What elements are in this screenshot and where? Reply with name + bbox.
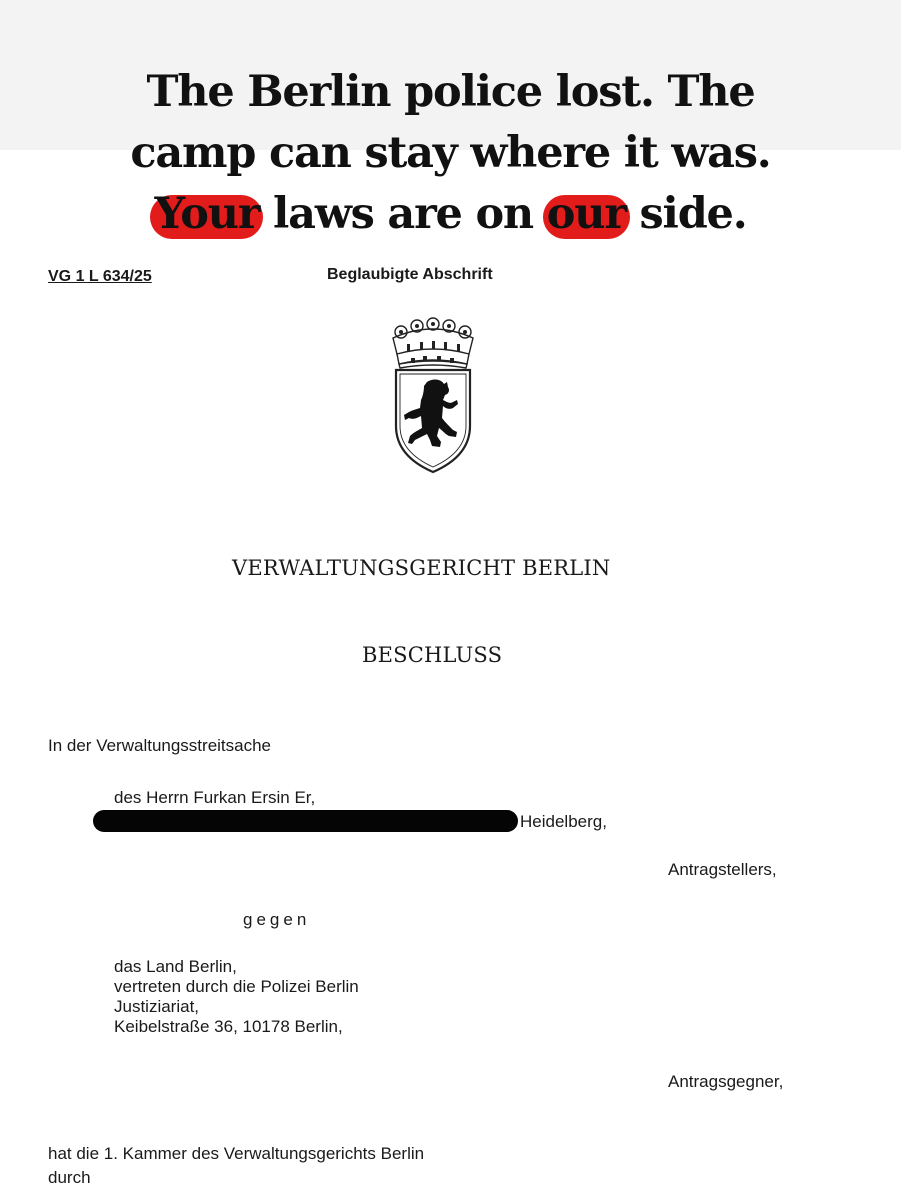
respondent-address (114, 957, 359, 1037)
respondent-line: vertreten durch die Polizei Berlin (114, 977, 359, 996)
highlighted-word-our: our (547, 184, 626, 245)
decision-title: BESCHLUSS (362, 643, 503, 667)
headline-line-2: camp can stay where it was. (130, 128, 771, 178)
headline (0, 62, 901, 245)
headline-line-1: The Berlin police lost. The (146, 67, 755, 117)
redaction-bar (93, 810, 518, 832)
respondent-line: das Land Berlin, (114, 957, 237, 976)
court-name: VERWALTUNGSGERICHT BERLIN (232, 556, 611, 580)
applicant-name: des Herrn Furkan Ersin Er, (114, 788, 316, 807)
respondent-line: Keibelstraße 36, 10178 Berlin, (114, 1017, 343, 1036)
respondent-role: Antragsgegner, (668, 1072, 784, 1091)
chamber-line: hat die 1. Kammer des Verwaltungsgerichts Berlin (48, 1144, 425, 1163)
headline-line-3: Your laws are on our side. (0, 184, 901, 245)
applicant-role: Antragstellers, (668, 860, 777, 879)
proceedings-intro: In der Verwaltungsstreitsache (48, 736, 272, 755)
versus-label: gegen (243, 910, 311, 929)
case-number: VG 1 L 634/25 (48, 268, 152, 285)
berlin-bear-crest-icon (387, 316, 479, 476)
respondent-line: Justiziariat, (114, 997, 200, 1016)
applicant-city: Heidelberg, (520, 812, 607, 831)
highlighted-word-your: Your (154, 184, 259, 245)
certified-copy-label: Beglaubigte Abschrift (327, 266, 493, 283)
by-line: durch (48, 1168, 91, 1187)
